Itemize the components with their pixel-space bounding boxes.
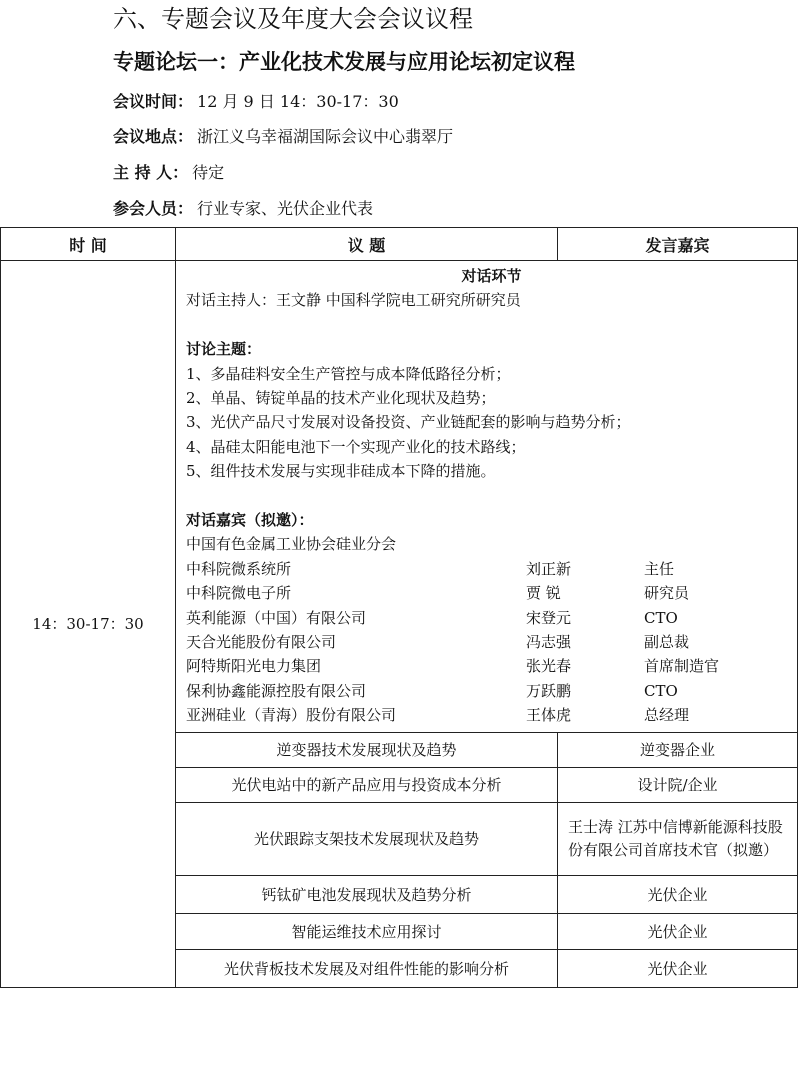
meta-location-value: 浙江义乌幸福湖国际会议中心翡翠厅 xyxy=(197,127,454,146)
meta-host xyxy=(113,161,224,185)
topic-cell: 光伏背板技术发展及对组件性能的影响分析 xyxy=(176,949,558,987)
guest-name: 万跃鹏 xyxy=(526,681,572,700)
dialog-host: 对话主持人：王文静 中国科学院电工研究所研究员 xyxy=(186,291,521,310)
guest-org: 阿特斯阳光电力集团 xyxy=(186,657,322,676)
guest-row xyxy=(186,679,797,703)
guest-row xyxy=(186,581,797,605)
guest-title xyxy=(644,532,797,556)
guest-name: 王体虎 xyxy=(526,706,572,725)
speaker-cell: 王士涛 江苏中信博新能源科技股份有限公司首席技术官（拟邀） xyxy=(558,802,798,875)
guest-name: 张光春 xyxy=(526,657,572,676)
guest-name: 冯志强 xyxy=(526,633,572,652)
guest-org: 英利能源（中国）有限公司 xyxy=(186,608,367,627)
table-header-row xyxy=(1,228,798,261)
topic-cell: 光伏电站中的新产品应用与投资成本分析 xyxy=(176,767,558,802)
guest-org: 亚洲硅业（青海）股份有限公司 xyxy=(186,706,397,725)
meta-attendees-value: 行业专家、光伏企业代表 xyxy=(197,199,374,218)
guest-title: CTO xyxy=(644,681,678,700)
dialog-cell xyxy=(176,261,798,733)
agenda-table xyxy=(0,227,798,988)
guest-name: 贾 锐 xyxy=(526,584,561,603)
topic-cell: 光伏跟踪支架技术发展现状及趋势 xyxy=(176,802,558,875)
list-item: 2、单晶、铸锭单晶的技术产业化现状及趋势； xyxy=(186,389,496,408)
topics-label: 讨论主题： xyxy=(186,340,262,359)
guests-label: 对话嘉宾（拟邀）： xyxy=(186,511,314,530)
meta-host-label: 主 持 人： xyxy=(113,163,189,182)
table-row-dialog xyxy=(1,261,798,733)
guest-name: 刘正新 xyxy=(526,559,572,578)
guest-title: 主任 xyxy=(644,559,675,578)
list-item: 5、组件技术发展与实现非硅成本下降的措施。 xyxy=(186,462,496,481)
guest-title: 研究员 xyxy=(644,584,690,603)
guest-title: 首席制造官 xyxy=(644,657,720,676)
guest-title: 总经理 xyxy=(644,706,690,725)
guest-title: 副总裁 xyxy=(644,633,690,652)
list-item: 3、光伏产品尺寸发展对设备投资、产业链配套的影响与趋势分析； xyxy=(186,413,631,432)
guest-org: 中科院微电子所 xyxy=(186,584,292,603)
topic-cell: 逆变器技术发展现状及趋势 xyxy=(176,732,558,767)
meta-time xyxy=(113,90,399,114)
guest-org: 中科院微系统所 xyxy=(186,559,292,578)
speaker-cell: 光伏企业 xyxy=(558,875,798,913)
time-cell: 14：30-17：30 xyxy=(1,261,176,988)
guest-title: CTO xyxy=(644,608,678,627)
meta-attendees-label: 参会人员： xyxy=(113,199,194,218)
section-title: 六、专题会议及年度大会会议议程 xyxy=(113,5,473,33)
header-time: 时 间 xyxy=(1,228,176,261)
speaker-cell: 设计院/企业 xyxy=(558,767,798,802)
guest-row xyxy=(186,532,797,556)
header-topic: 议 题 xyxy=(176,228,558,261)
meta-time-label: 会议时间： xyxy=(113,92,194,111)
speaker-cell: 光伏企业 xyxy=(558,949,798,987)
guest-row xyxy=(186,630,797,654)
topic-cell: 钙钛矿电池发展现状及趋势分析 xyxy=(176,875,558,913)
speaker-cell: 逆变器企业 xyxy=(558,732,798,767)
forum-title: 专题论坛一：产业化技术发展与应用论坛初定议程 xyxy=(113,50,575,74)
guest-name: 宋登元 xyxy=(526,608,572,627)
guest-name xyxy=(526,532,644,556)
guest-row xyxy=(186,703,797,727)
list-item: 1、多晶硅料安全生产管控与成本降低路径分析； xyxy=(186,364,511,383)
dialog-title: 对话环节 xyxy=(461,267,522,285)
list-item: 4、晶硅太阳能电池下一个实现产业化的技术路线； xyxy=(186,437,526,456)
guest-row xyxy=(186,557,797,581)
guest-row xyxy=(186,606,797,630)
meta-time-value: 12 月 9 日 14：30-17：30 xyxy=(197,92,399,111)
topic-cell: 智能运维技术应用探讨 xyxy=(176,913,558,949)
speaker-cell: 光伏企业 xyxy=(558,913,798,949)
header-speaker: 发言嘉宾 xyxy=(558,228,798,261)
meta-attendees xyxy=(113,197,373,221)
meta-host-value: 待定 xyxy=(192,163,225,182)
guest-org: 中国有色金属工业协会硅业分会 xyxy=(186,535,397,554)
guest-row xyxy=(186,654,797,678)
meta-location-label: 会议地点： xyxy=(113,127,194,146)
guest-org: 保利协鑫能源控股有限公司 xyxy=(186,681,367,700)
meta-location xyxy=(113,125,453,149)
guest-org: 天合光能股份有限公司 xyxy=(186,633,337,652)
